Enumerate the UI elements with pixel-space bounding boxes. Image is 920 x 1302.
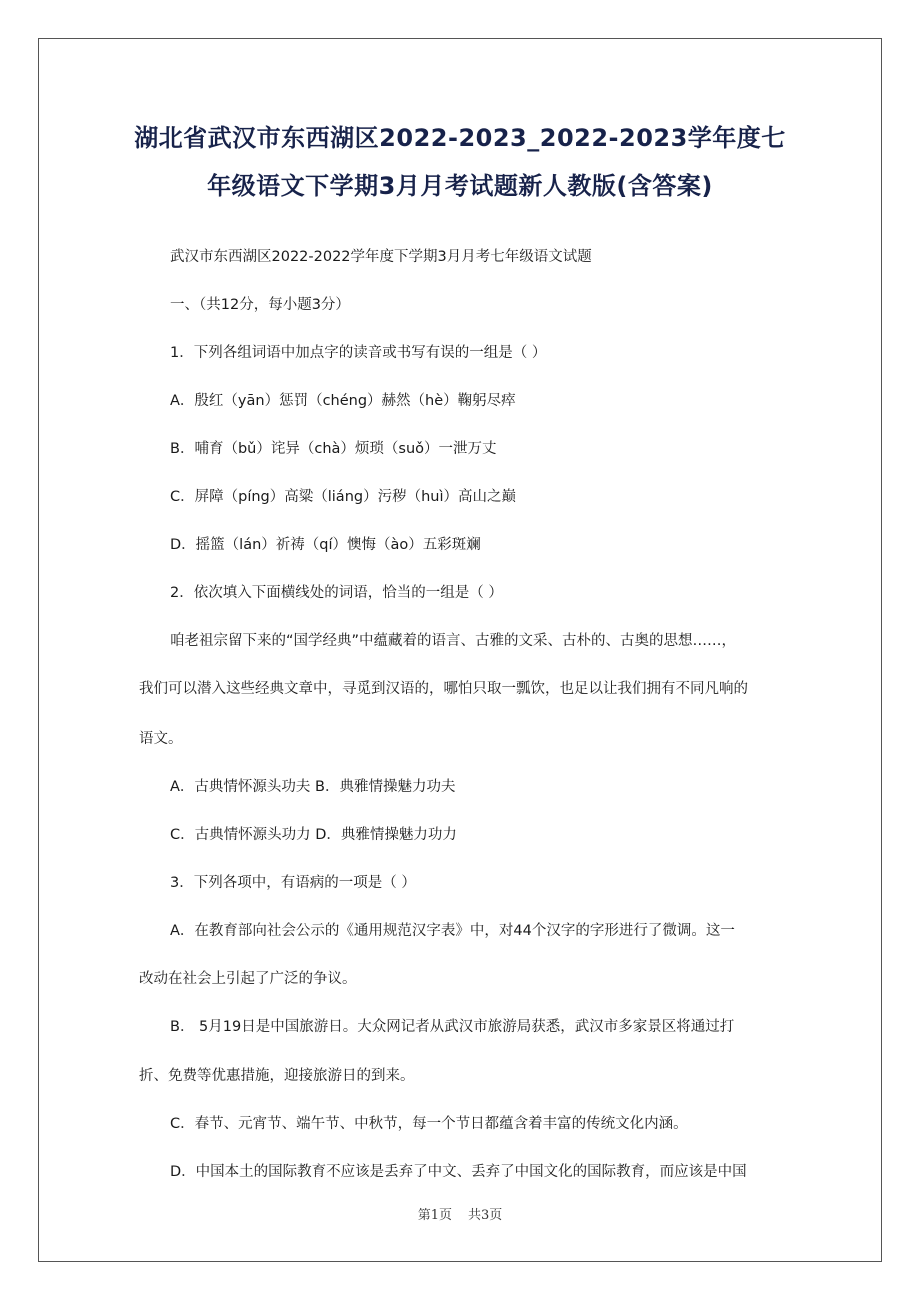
exam-subtitle: 武汉市东西湖区2022-2022学年度下学期3月月考七年级语文试题 [170,249,592,265]
question-3-option-d-line-1: D．中国本土的国际教育不应该是丢弃了中文、丢弃了中国文化的国际教育，而应该是中国 [170,1164,747,1180]
document-title-line-1: 湖北省武汉市东西湖区2022-2023_2022-2023学年度七 [134,124,786,152]
question-3-option-c: C．春节、元宵节、端午节、中秋节，每一个节日都蕴含着丰富的传统文化内涵。 [170,1116,688,1132]
question-1-stem: 1．下列各组词语中加点字的读音或书写有误的一组是（ ） [170,345,547,361]
question-2-passage-line-1: 咱老祖宗留下来的“国学经典”中蕴藏着的语言、古雅的文采、古朴的、古奥的思想……， [170,633,737,649]
page-number-current: 第1页 [417,1208,452,1223]
section-heading: 一、（共12分，每小题3分） [170,297,350,313]
question-1-option-b: B．哺育（bǔ）诧异（chà）烦琐（suǒ）一泄万丈 [170,441,497,457]
question-3-option-a-line-1: A．在教育部向社会公示的《通用规范汉字表》中，对44个汉字的字形进行了微调。这一 [170,923,735,939]
question-2-passage-line-2: 我们可以潜入这些经典文章中，寻觅到汉语的，哪怕只取一瓢饮，也足以让我们拥有不同凡响的 [139,681,748,697]
question-1-option-c: C．屏障（píng）高粱（liáng）污秽（huì）高山之巅 [170,489,516,505]
page-number-total: 共3页 [468,1208,503,1223]
question-3-option-b-line-1: B． 5月19日是中国旅游日。大众网记者从武汉市旅游局获悉，武汉市多家景区将通过打 [170,1019,735,1035]
question-2-options-ab: A．古典情怀源头功夫 B．典雅情操魅力功夫 [170,779,456,795]
question-2-passage-line-3: 语文。 [139,731,183,747]
question-1-option-d: D．摇篮（lán）祈祷（qí）懊悔（ào）五彩斑斓 [170,537,481,553]
question-2-options-cd: C．古典情怀源头功力 D．典雅情操魅力功力 [170,827,457,843]
question-3-option-a-line-2: 改动在社会上引起了广泛的争议。 [139,971,357,987]
document-title-line-2: 年级语文下学期3月月考试题新人教版(含答案) [207,172,713,200]
question-3-option-b-line-2: 折、免费等优惠措施，迎接旅游日的到来。 [139,1068,415,1084]
page-footer [0,1207,920,1225]
question-3-stem: 3．下列各项中，有语病的一项是（ ） [170,875,416,891]
question-1-option-a: A．殷红（yān）惩罚（chéng）赫然（hè）鞠躬尽瘁 [170,393,516,409]
question-2-stem: 2．依次填入下面横线处的词语，恰当的一组是（ ） [170,585,503,601]
